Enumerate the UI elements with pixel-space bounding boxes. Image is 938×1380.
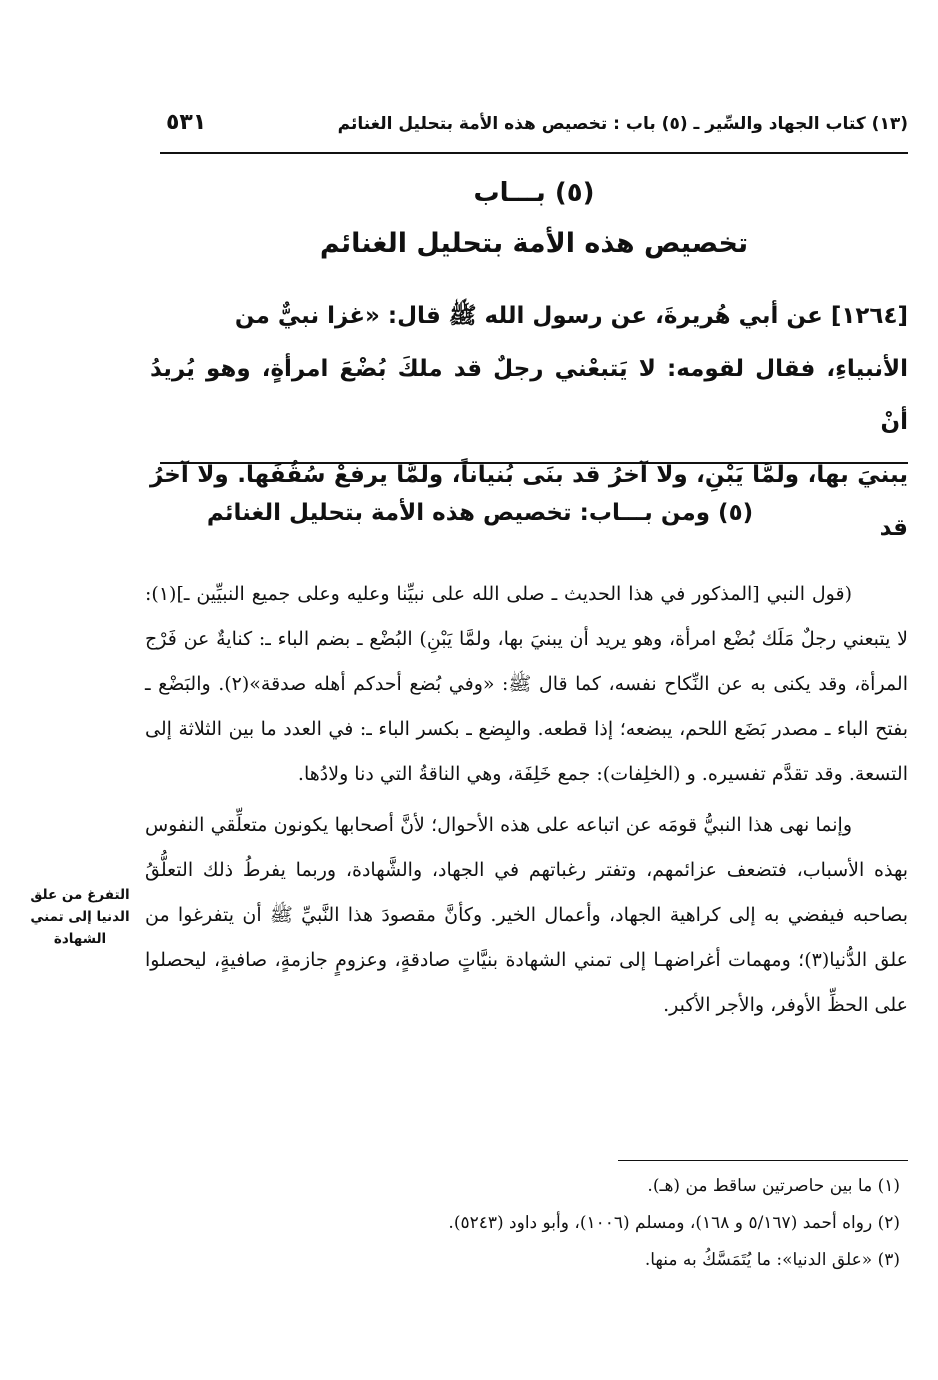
margin-note-line: التفرغ من علق: [30, 887, 130, 903]
commentary-line: الجهاد، والشَّهادة، وربما يفرطُ ذلك التعلُّقُ بصاحبه فيفضي به إلى كراهية الجهاد،: [145, 859, 908, 926]
commentary-line: وإنما نهى هذا النبيُّ قومَه عن اتباعه على هذه الأحوال؛ لأنَّ أصحابها: [334, 814, 853, 836]
commentary-line: كما قال ﷺ: «وفي بُضع أحدكم أهله صدقة»(٢). والبَضْع ـ بفتح الباء ـ مصدر: [145, 673, 908, 740]
section-divider: [160, 462, 908, 464]
commentary-heading: (٥) ومن بـــاب: تخصيص هذه الأمة بتحليل الغنائم: [206, 500, 754, 526]
commentary-line: ولادُها.: [297, 763, 349, 785]
hadith-line: يبنيَ بها، ولمَّا يَبْنِ، ولا آخرُ قد بنَى بُنياناً، ولمَّا يرفعْ سُقُفَها. ولا آخرُ قد: [150, 462, 908, 541]
commentary-line: يَبْنِ) البُضْع ـ بضم الباء ـ: كنايةٌ عن فَرْج المرأة، وقد يكنى به عن النِّكاح نفسه،: [145, 628, 908, 695]
commentary-line: بَضَع اللحم، يبضعه؛ إذا قطعه. والبِضع ـ بكسر الباء ـ: في العدد ما بين الثلاثة: [178, 718, 766, 740]
commentary-paragraph: [145, 803, 908, 1028]
header-title: (١٣) كتاب الجهاد والسِّير ـ (٥) باب : تخصيص هذه الأمة بتحليل الغنائم: [337, 114, 908, 134]
hadith-line: الأنبياءِ، فقال لقومه: لا يَتبعْني رجلٌ قد ملكَ بُضْعَ امرأةٍ، وهو يُريدُ أنْ: [150, 356, 908, 435]
chapter-number: (٥) بـــاب: [473, 178, 595, 208]
commentary-line: أغراضهـا إلى تمني الشهادة بنيَّاتٍ صادقةٍ، وعزومٍ جازمةٍ، صافيةٍ، ليحصلوا على: [145, 949, 908, 1016]
commentary-line: (قول النبي [المذكور في هذا الحديث ـ صلى الله على نبيِّنا وعليه وعلى: [297, 583, 852, 605]
commentary-line: جميع النبيِّين ـ](١): لا يتبعني رجلٌ مَلَك بُضْع امرأة، وهو يريد أن يبنيَ بها، ولمَّا: [145, 583, 908, 650]
footnote: (٢) رواه أحمد (٥/١٦٧ و ١٦٨)، ومسلم (١٠٠٦)، وأبو داود (٥٢٤٣).: [448, 1213, 900, 1233]
margin-note-line: الشهادة: [53, 931, 107, 947]
footnote-divider: [618, 1160, 908, 1161]
commentary-line: يكونون متعلِّقي النفوس بهذه الأسباب، فتضعف عزائمهم، وتفتر رغباتهم في: [145, 814, 908, 881]
commentary-paragraph: [145, 572, 908, 797]
hadith-line: [١٢٦٤] عن أبي هُريرةَ، عن رسول الله ﷺ قال: «غزا نبيٌّ من: [234, 303, 908, 329]
commentary-line: وأعمال الخير. وكأنَّ مقصودَ هذا النَّبيِّ ﷺ أن يتفرغوا من علق الدُّنيا(٣)؛ ومهمات: [145, 904, 908, 971]
footnote: (١) ما بين حاصرتين ساقط من (هـ).: [647, 1176, 900, 1196]
commentary-text: [145, 572, 908, 1028]
margin-note: [20, 884, 140, 950]
commentary-line: إلى التسعة. وقد تقدَّم تفسيره. و (الخلِفات): جمع خَلِفَة، وهي الناقةُ التي دنا: [145, 718, 908, 785]
footnotes: [160, 1168, 900, 1279]
chapter-title: تخصيص هذه الأمة بتحليل الغنائم: [319, 228, 749, 259]
running-header: [160, 108, 908, 154]
commentary-line: الحظِّ الأوفر، والأجر الأكبر.: [663, 994, 869, 1016]
footnote: (٣) «علق الدنيا»: ما يُتَمَسَّكُ به منها.: [644, 1250, 900, 1270]
page-number: ٥٣١: [166, 110, 207, 135]
margin-note-line: الدنيا إلى تمني: [30, 909, 130, 925]
